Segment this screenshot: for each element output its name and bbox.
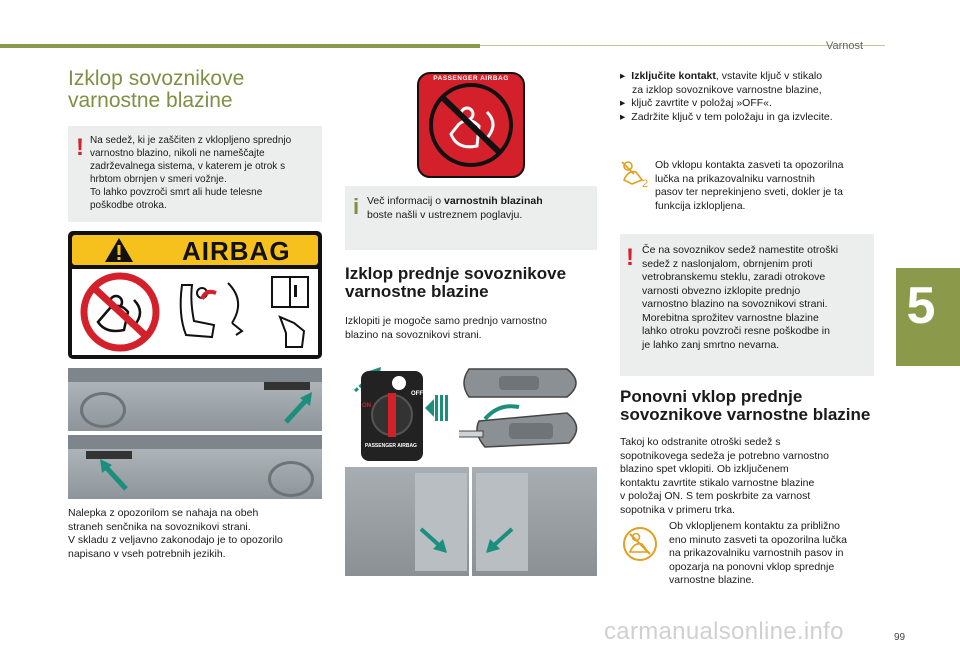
warning-text: Če na sovoznikov sedež namestite otroški sedež z naslonjalom, obrnjenim proti vetrobranskemu steklu, zaradi otrokove varnosti obvezno izklopite prednjo varnostno blazino na sovoznikovi strani. Morebitna sprožitev varnostne blazine lahko otroku povzroči resne poškodbe in je lahko zanj smrtno nevarna. [642,244,839,351]
steps-list [620,70,882,124]
arrow-icon [282,390,316,426]
switch-label-on: ON [362,403,371,409]
section-title: Varnost [826,40,864,52]
airbag-warning-label [68,231,322,359]
warning-icon: ! [626,244,634,271]
warning-box-left [68,126,322,222]
dashboard-photo-left [345,467,469,576]
info-icon: i [353,194,360,219]
airbag-label-text: AIRBAG [182,236,291,266]
caption-left: Nalepka z opozorilom se nahaja na obeh straneh senčnika na sovoznikovi strani. V skladu z veljavno zakonodajo je to opozorilo napisano v vseh potrebnih jezikih. [68,507,283,560]
airbag-reactivation-indicator-icon [622,526,658,562]
insert-arrow-icon [425,393,453,423]
header-rule [0,44,480,48]
section-body-enable: Takoj ko odstranite otroški sedež s sopotnikovega sedeža je potrebno varnostno blazino spet vklopiti. Ob izklјučenem kontaktu zavrtite stikalo varnostne blazine v položaj ON. S tem poskrbite za varnost sopotnika v primeru trka. [620,436,829,516]
passenger-airbag-sign [417,72,525,178]
section-heading-disable: Izklop prednje sovoznikove varnostne blazine [345,264,567,301]
switch-label-off: OFF [411,391,423,397]
step-item: ▸ Izklјučite kontakt, vstavite ključ v stikalo [620,70,823,82]
airbag-off-indicator-icon [620,160,652,188]
airbag-label-header [72,235,318,265]
arrow-icon [482,525,516,555]
warning-icon: ! [76,134,84,161]
sun-visor-photo-left [68,368,322,431]
reactivation-indicator-text: Ob vklopljenem kontaktu za približno eno minuto zasveti ta opozorilna lučka na prikazovalniku varnostnih pasov in opozarja na ponovni vklop sprednje varnostne blazine. [669,520,848,586]
key-fob-icon [459,363,593,463]
page-title: Izklop sovoznikove varnostne blazine [68,67,245,112]
chapter-number: 5 [906,277,936,335]
airbag-label-body [72,269,318,355]
airbag-switch-illustration [345,363,597,463]
info-box [345,186,597,250]
seat-airbag-deploy-icon [172,275,256,351]
switch-label-airbag: PASSENGER AIRBAG [365,443,417,449]
watermark: carmanualsonline.info [604,618,844,645]
svg-text:2: 2 [642,178,649,188]
arrow-icon [417,525,451,555]
info-text: Več informacij o varnostnih blazinah boste našli v ustreznem poglavju. [367,195,543,221]
warning-triangle-icon [104,237,134,263]
no-rear-facing-seat-icon [76,272,164,352]
sign-text: PASSENGER AIRBAG [433,75,509,82]
step-item: ▸ Zadržite ključ v tem položaju in ga izvlecite. [620,110,833,123]
arrow-icon [96,457,130,493]
step-item: ▸ ključ zavrtite v položaj »OFF«. [620,97,772,109]
indicator-text: Ob vklopu kontakta zasveti ta opozorilna lučka na prikazovalniku varnostnih pasov ter neprekinjeno sveti, dokler je ta funkcija izklopljena. [655,159,844,212]
page-number: 99 [894,632,906,643]
section-body-disable: Izklopiti je mogoče samo prednjo varnostno blazino na sovoznikovi strani. [345,315,547,341]
header-rule-thin [480,45,885,46]
section-heading-enable: Ponovni vklop prednje sovoznikove varnostne blazine [620,387,871,424]
warning-box-right [620,234,874,376]
sun-visor-photo-right [68,435,322,499]
step-item: za izklop sovoznikove varnostne blazine, [632,83,822,96]
warning-text: Na sedež, ki je zaščiten z vklopljeno sprednjo varnostno blazino, nikoli ne nameščajte zadrževalnega sistema, v katerem je otrok s hrbtom obrnjen v smeri vožnje. To lahko povzroči smrt ali hude telesne poškodbe otroka. [90,135,292,211]
read-manual-icon [268,273,314,353]
dashboard-photo-right [472,467,597,576]
